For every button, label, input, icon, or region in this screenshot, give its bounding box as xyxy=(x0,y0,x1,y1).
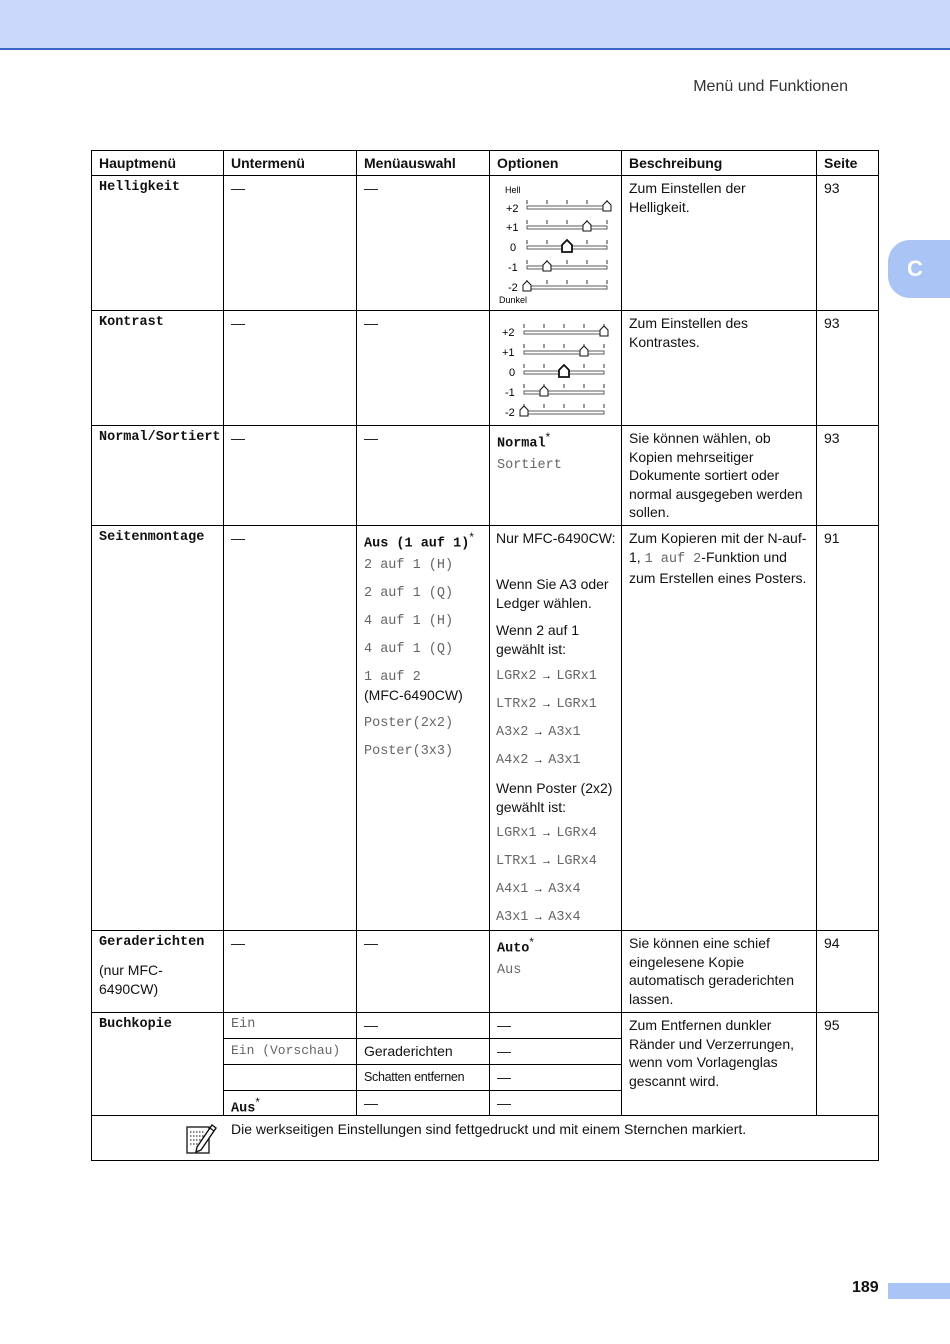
page-number-bar xyxy=(888,1283,950,1299)
menu-geraderichten: Geraderichten xyxy=(99,935,205,950)
svg-text:+1: +1 xyxy=(502,347,515,359)
svg-text:0: 0 xyxy=(509,367,516,379)
dash: — xyxy=(364,1017,378,1033)
page-ref-kontrast: 93 xyxy=(824,315,840,331)
option-2auf1-note: Wenn 2 auf 1 gewählt ist: xyxy=(496,622,580,657)
choice-item: 4 auf 1 (Q) xyxy=(364,642,454,657)
svg-text:-2: -2 xyxy=(505,407,515,419)
option-poster-note: Wenn Poster (2x2) gewählt ist: xyxy=(496,780,613,815)
page-number: 189 xyxy=(852,1279,879,1296)
slider-level-plus1 xyxy=(506,220,607,234)
arrow-icon: → xyxy=(528,912,549,924)
conversion-row: LGRx1 → LGRx4 xyxy=(496,826,597,841)
menu-helligkeit: Helligkeit xyxy=(99,180,181,195)
col-header-main: Hauptmenü xyxy=(99,155,176,171)
conversion-row: A4x2 → A3x1 xyxy=(496,753,581,768)
svg-text:0: 0 xyxy=(510,242,517,254)
svg-text:-2: -2 xyxy=(508,282,518,294)
description-helligkeit: Zum Einstellen der Helligkeit. xyxy=(629,180,746,215)
svg-text:+2: +2 xyxy=(506,203,519,215)
slider-level-minus2 xyxy=(505,404,604,419)
choice-item: 2 auf 1 (Q) xyxy=(364,586,454,601)
conversion-row: LTRx1 → LGRx4 xyxy=(496,854,597,869)
slider-level-plus1 xyxy=(502,344,604,359)
menu-normal-sortiert: Normal/Sortiert xyxy=(99,430,221,445)
choice-model-note: (MFC-6490CW) xyxy=(364,687,463,703)
dash: — xyxy=(364,935,378,951)
dash: — xyxy=(497,1069,511,1085)
choice-geraderichten: Geraderichten xyxy=(364,1043,453,1059)
description-kontrast: Zum Einstellen des Kontrastes. xyxy=(629,315,749,350)
description-geraderichten: Sie können eine schief eingelesene Kopie automatisch geraderichten lassen. xyxy=(629,935,794,1007)
arrow-icon: → xyxy=(536,856,557,868)
dash: — xyxy=(497,1017,511,1033)
dash: — xyxy=(231,180,245,196)
description-normal-sortiert: Sie können wählen, ob Kopien mehrseitiger Dokumente sortiert oder normal ausgegeben werden sollen. xyxy=(629,430,803,520)
option-normal-default: Normal* xyxy=(497,431,551,452)
dash: — xyxy=(231,935,245,951)
conversion-row: LTRx2 → LGRx1 xyxy=(496,697,597,712)
choice-item: Poster(3x3) xyxy=(364,744,454,759)
option-a3-note: Wenn Sie A3 oder Ledger wählen. xyxy=(496,576,609,611)
slider-bottom-label: Dunkel xyxy=(499,295,528,305)
menu-table xyxy=(91,150,879,1161)
slider-level-minus1 xyxy=(505,384,604,399)
svg-text:+2: +2 xyxy=(502,327,515,339)
col-header-description: Beschreibung xyxy=(629,155,723,171)
choice-schatten-entfernen: Schatten entfernen xyxy=(364,1070,465,1084)
page-header-title: Menü und Funktionen xyxy=(693,78,848,95)
contrast-slider-icon xyxy=(497,320,617,420)
dash: — xyxy=(497,1095,511,1111)
slider-level-minus2 xyxy=(508,280,607,294)
col-header-sub: Untermenü xyxy=(231,155,305,171)
conversion-row: A3x1 → A3x4 xyxy=(496,910,581,925)
menu-buchkopie: Buchkopie xyxy=(99,1017,172,1032)
page-ref-geraderichten: 94 xyxy=(824,935,840,951)
note-pencil-icon xyxy=(185,1121,217,1160)
option-aus: Aus xyxy=(497,963,522,978)
arrow-icon: → xyxy=(528,884,549,896)
slider-level-0 xyxy=(510,240,607,254)
chapter-tab: C xyxy=(888,240,950,298)
option-sortiert: Sortiert xyxy=(497,458,562,473)
sub-ein: Ein xyxy=(231,1017,256,1032)
choice-item: Poster(2x2) xyxy=(364,716,454,731)
menu-seitenmontage: Seitenmontage xyxy=(99,530,205,545)
description-buchkopie: Zum Entfernen dunkler Ränder und Verzerrungen, wenn vom Vorlagenglas gescannt wird. xyxy=(629,1017,794,1089)
page-ref-normal-sortiert: 93 xyxy=(824,430,840,446)
svg-text:-1: -1 xyxy=(508,262,518,274)
choice-item: 2 auf 1 (H) xyxy=(364,558,454,573)
conversion-row: LGRx2 → LGRx1 xyxy=(496,669,597,684)
dash: — xyxy=(364,1095,378,1111)
slider-level-0 xyxy=(509,364,604,379)
conversion-row: A4x1 → A3x4 xyxy=(496,882,581,897)
arrow-icon: → xyxy=(528,755,549,767)
page-ref-buchkopie: 95 xyxy=(824,1017,840,1033)
slider-level-plus2 xyxy=(502,324,608,339)
dash: — xyxy=(231,530,245,546)
arrow-icon: → xyxy=(528,727,549,739)
choice-item: 1 auf 2 xyxy=(364,670,421,685)
dash: — xyxy=(364,315,378,331)
dash: — xyxy=(231,315,245,331)
conversion-row: A3x2 → A3x1 xyxy=(496,725,581,740)
dash: — xyxy=(497,1043,511,1059)
col-header-page: Seite xyxy=(824,155,858,171)
col-header-options: Optionen xyxy=(497,155,559,171)
arrow-icon: → xyxy=(536,699,557,711)
dash: — xyxy=(231,430,245,446)
brightness-slider-icon xyxy=(497,185,617,305)
option-auto-default: Auto* xyxy=(497,936,534,957)
arrow-icon: → xyxy=(536,671,557,683)
sub-ein-vorschau: Ein (Vorschau) xyxy=(231,1043,341,1058)
arrow-icon: → xyxy=(536,828,557,840)
choice-item: 4 auf 1 (H) xyxy=(364,614,454,629)
sub-aus-default: Aus* xyxy=(231,1096,260,1117)
col-header-choice: Menüauswahl xyxy=(364,155,456,171)
choice-aus-default: Aus (1 auf 1)* xyxy=(364,531,474,552)
dash: — xyxy=(364,430,378,446)
slider-level-minus1 xyxy=(508,260,607,274)
note-text: Die werkseitigen Einstellungen sind fettgedruckt und mit einem Sternchen markiert. xyxy=(231,1121,747,1137)
top-banner xyxy=(0,0,950,50)
dash: — xyxy=(364,180,378,196)
description-seitenmontage: Zum Kopieren mit der N-auf-1, 1 auf 2-Funktion und zum Erstellen eines Posters. xyxy=(629,530,807,586)
svg-text:-1: -1 xyxy=(505,387,515,399)
svg-text:+1: +1 xyxy=(506,222,519,234)
menu-kontrast: Kontrast xyxy=(99,315,164,330)
option-intro: Nur MFC-6490CW: xyxy=(496,530,616,546)
page-ref-helligkeit: 93 xyxy=(824,180,840,196)
page-ref-seitenmontage: 91 xyxy=(824,530,840,546)
slider-top-label: Hell xyxy=(505,185,521,195)
menu-geraderichten-note: (nur MFC-6490CW) xyxy=(99,962,163,997)
slider-level-plus2 xyxy=(506,200,611,215)
